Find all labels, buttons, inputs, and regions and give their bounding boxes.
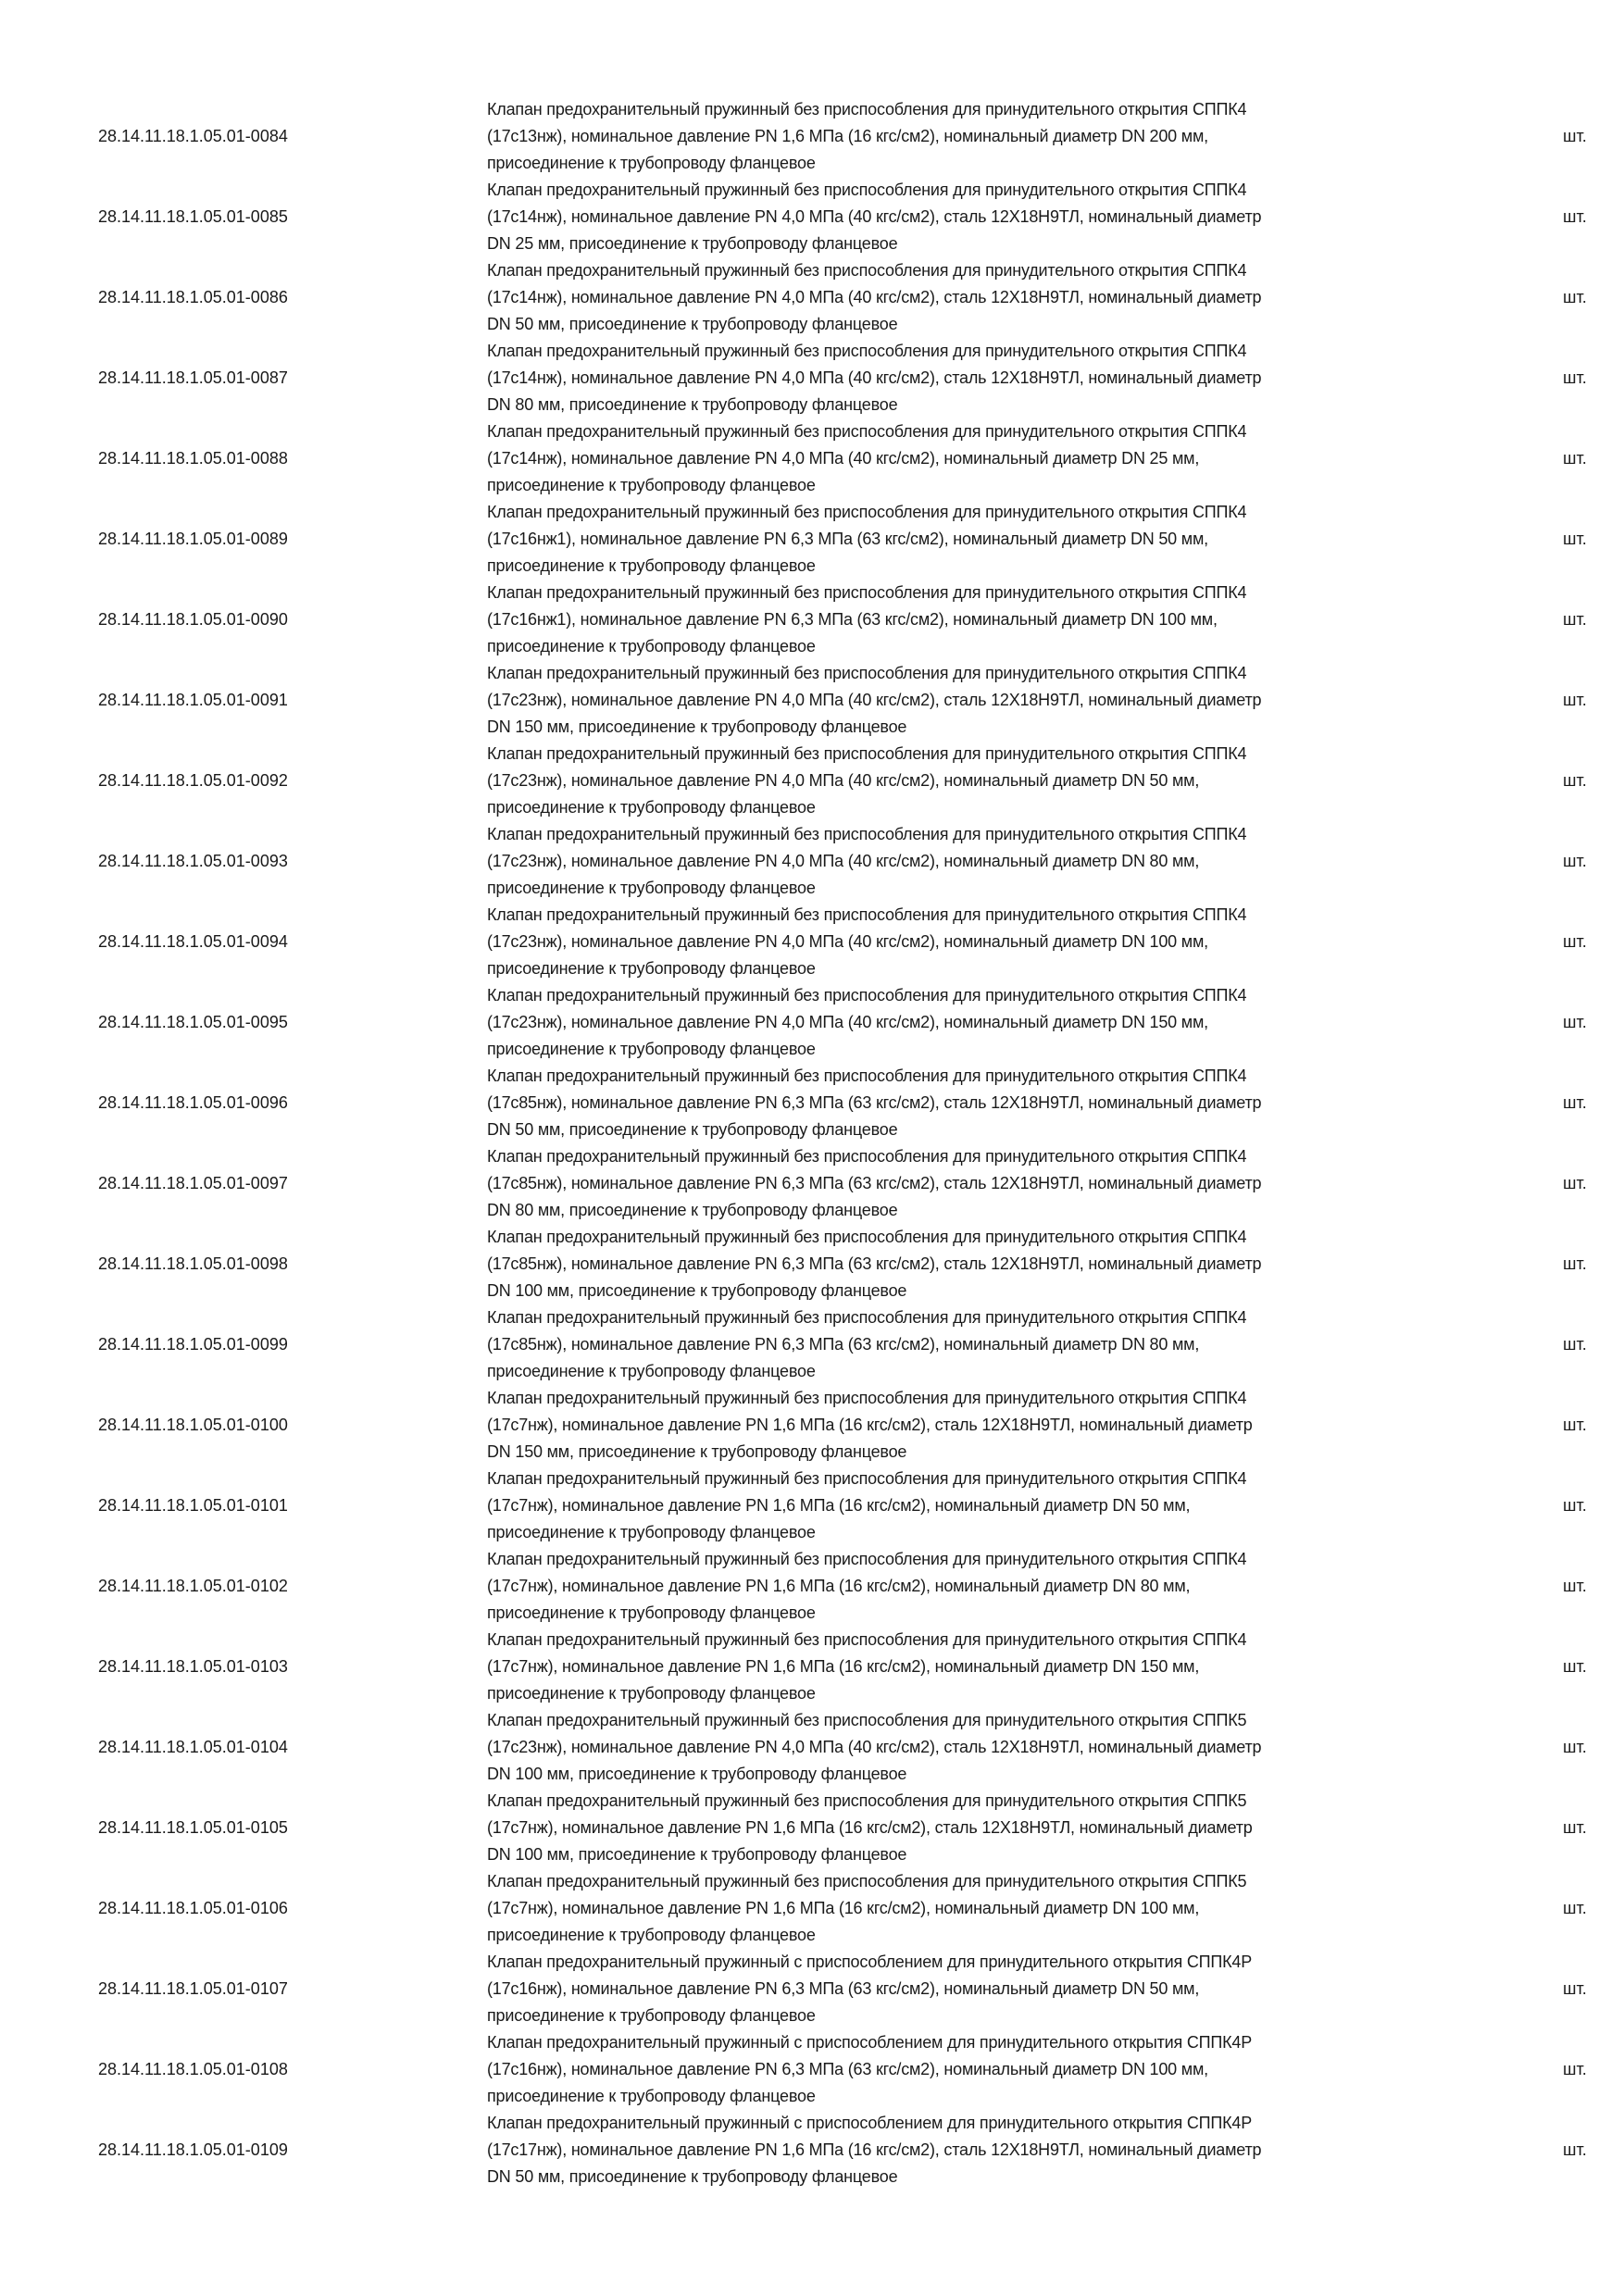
table-row xyxy=(0,1063,1624,1143)
resource-description xyxy=(487,821,1450,902)
description-line: Клапан предохранительный пружинный с приспособлением для принудительного открытия СППК4Р xyxy=(487,1953,1253,1971)
table-row xyxy=(0,499,1624,580)
unit-of-measure: шт. xyxy=(1563,207,1587,226)
table-row xyxy=(0,96,1624,177)
description-line: DN 100 мм, присоединение к трубопроводу фланцевое xyxy=(487,1281,907,1300)
description-line: (17с23нж), номинальное давление PN 4,0 МПа (40 кгс/см2), номинальный диаметр DN 100 мм, xyxy=(487,932,1208,951)
table-row xyxy=(0,982,1624,1063)
description-line: (17с16нж), номинальное давление PN 6,3 МПа (63 кгс/см2), номинальный диаметр DN 50 мм, xyxy=(487,1979,1200,1998)
resource-description xyxy=(487,1304,1450,1385)
table-row xyxy=(0,1466,1624,1546)
description-line: присоединение к трубопроводу фланцевое xyxy=(487,476,816,494)
description-line: присоединение к трубопроводу фланцевое xyxy=(487,798,816,817)
description-line: (17с7нж), номинальное давление PN 1,6 МПа (16 кгс/см2), номинальный диаметр DN 50 мм, xyxy=(487,1496,1191,1515)
description-line: присоединение к трубопроводу фланцевое xyxy=(487,2006,816,2025)
description-line: (17с14нж), номинальное давление PN 4,0 МПа (40 кгс/см2), сталь 12Х18Н9ТЛ, номинальный диаметр xyxy=(487,207,1262,226)
resource-code: 28.14.11.18.1.05.01-0106 xyxy=(98,1899,288,1917)
table-row xyxy=(0,2029,1624,2110)
description-line: присоединение к трубопроводу фланцевое xyxy=(487,1362,816,1380)
description-line: (17с85нж), номинальное давление PN 6,3 МПа (63 кгс/см2), сталь 12Х18Н9ТЛ, номинальный диаметр xyxy=(487,1093,1262,1112)
resource-code: 28.14.11.18.1.05.01-0093 xyxy=(98,852,288,870)
unit-of-measure: шт. xyxy=(1563,2060,1587,2078)
unit-of-measure: шт. xyxy=(1563,1657,1587,1676)
table-row xyxy=(0,1224,1624,1304)
description-line: Клапан предохранительный пружинный с приспособлением для принудительного открытия СППК4Р xyxy=(487,2114,1253,2132)
resource-description xyxy=(487,1949,1450,2029)
description-line: DN 25 мм, присоединение к трубопроводу фланцевое xyxy=(487,234,898,253)
description-line: (17с23нж), номинальное давление PN 4,0 МПа (40 кгс/см2), номинальный диаметр DN 150 мм, xyxy=(487,1013,1208,1031)
table-row xyxy=(0,660,1624,741)
description-line: (17с13нж), номинальное давление PN 1,6 МПа (16 кгс/см2), номинальный диаметр DN 200 мм, xyxy=(487,127,1208,145)
description-line: (17с7нж), номинальное давление PN 1,6 МПа (16 кгс/см2), номинальный диаметр DN 80 мм, xyxy=(487,1577,1191,1595)
resource-description xyxy=(487,418,1450,499)
resource-code: 28.14.11.18.1.05.01-0095 xyxy=(98,1013,288,1031)
description-line: присоединение к трубопроводу фланцевое xyxy=(487,959,816,978)
resource-description xyxy=(487,1063,1450,1143)
resource-code: 28.14.11.18.1.05.01-0097 xyxy=(98,1174,288,1192)
description-line: Клапан предохранительный пружинный без приспособления для принудительного открытия СППК4 xyxy=(487,1067,1247,1085)
unit-of-measure: шт. xyxy=(1563,1577,1587,1595)
unit-of-measure: шт. xyxy=(1563,530,1587,548)
description-line: (17с23нж), номинальное давление PN 4,0 МПа (40 кгс/см2), сталь 12Х18Н9ТЛ, номинальный диаметр xyxy=(487,691,1262,709)
resource-description xyxy=(487,499,1450,580)
description-line: присоединение к трубопроводу фланцевое xyxy=(487,637,816,655)
unit-of-measure: шт. xyxy=(1563,1254,1587,1273)
description-line: Клапан предохранительный пружинный без приспособления для принудительного открытия СППК5 xyxy=(487,1711,1247,1729)
unit-of-measure: шт. xyxy=(1563,1174,1587,1192)
resource-code: 28.14.11.18.1.05.01-0104 xyxy=(98,1738,288,1756)
description-line: Клапан предохранительный пружинный без приспособления для принудительного открытия СППК4 xyxy=(487,1550,1247,1568)
unit-of-measure: шт. xyxy=(1563,1899,1587,1917)
description-line: Клапан предохранительный пружинный без приспособления для принудительного открытия СППК5 xyxy=(487,1872,1247,1890)
resource-code: 28.14.11.18.1.05.01-0090 xyxy=(98,610,288,629)
resource-description xyxy=(487,741,1450,821)
description-line: присоединение к трубопроводу фланцевое xyxy=(487,556,816,575)
unit-of-measure: шт. xyxy=(1563,1416,1587,1434)
resource-code: 28.14.11.18.1.05.01-0101 xyxy=(98,1496,288,1515)
table-row xyxy=(0,177,1624,257)
description-line: присоединение к трубопроводу фланцевое xyxy=(487,154,816,172)
resource-description xyxy=(487,1546,1450,1627)
resource-description xyxy=(487,1707,1450,1788)
description-line: (17с85нж), номинальное давление PN 6,3 МПа (63 кгс/см2), сталь 12Х18Н9ТЛ, номинальный диаметр xyxy=(487,1254,1262,1273)
table-row xyxy=(0,1707,1624,1788)
table-row xyxy=(0,1385,1624,1466)
table-row xyxy=(0,338,1624,418)
unit-of-measure: шт. xyxy=(1563,932,1587,951)
description-line: Клапан предохранительный пружинный без приспособления для принудительного открытия СППК4 xyxy=(487,1389,1247,1407)
resource-description xyxy=(487,2110,1450,2190)
resource-description xyxy=(487,1627,1450,1707)
resource-code: 28.14.11.18.1.05.01-0094 xyxy=(98,932,288,951)
description-line: (17с17нж), номинальное давление PN 1,6 МПа (16 кгс/см2), сталь 12Х18Н9ТЛ, номинальный диаметр xyxy=(487,2140,1262,2159)
resource-code: 28.14.11.18.1.05.01-0088 xyxy=(98,449,288,468)
unit-of-measure: шт. xyxy=(1563,610,1587,629)
description-line: DN 50 мм, присоединение к трубопроводу фланцевое xyxy=(487,315,898,333)
unit-of-measure: шт. xyxy=(1563,449,1587,468)
description-line: (17с7нж), номинальное давление PN 1,6 МПа (16 кгс/см2), сталь 12Х18Н9ТЛ, номинальный диаметр xyxy=(487,1818,1253,1837)
table-row xyxy=(0,1304,1624,1385)
table-row xyxy=(0,821,1624,902)
unit-of-measure: шт. xyxy=(1563,2140,1587,2159)
table-row xyxy=(0,1788,1624,1868)
description-line: (17с7нж), номинальное давление PN 1,6 МПа (16 кгс/см2), сталь 12Х18Н9ТЛ, номинальный диаметр xyxy=(487,1416,1253,1434)
table-row xyxy=(0,1949,1624,2029)
resource-description xyxy=(487,1868,1450,1949)
description-line: Клапан предохранительный пружинный без приспособления для принудительного открытия СППК4 xyxy=(487,422,1247,441)
table-row xyxy=(0,580,1624,660)
resource-code: 28.14.11.18.1.05.01-0087 xyxy=(98,368,288,387)
description-line: DN 150 мм, присоединение к трубопроводу фланцевое xyxy=(487,1442,907,1461)
description-line: Клапан предохранительный пружинный без приспособления для принудительного открытия СППК4 xyxy=(487,744,1247,763)
description-line: Клапан предохранительный пружинный без приспособления для принудительного открытия СППК4 xyxy=(487,342,1247,360)
resource-code: 28.14.11.18.1.05.01-0105 xyxy=(98,1818,288,1837)
resource-description xyxy=(487,580,1450,660)
table-row xyxy=(0,2110,1624,2190)
description-line: (17с14нж), номинальное давление PN 4,0 МПа (40 кгс/см2), сталь 12Х18Н9ТЛ, номинальный диаметр xyxy=(487,288,1262,306)
description-line: Клапан предохранительный пружинный без приспособления для принудительного открытия СППК4 xyxy=(487,1469,1247,1488)
description-line: (17с23нж), номинальное давление PN 4,0 МПа (40 кгс/см2), сталь 12Х18Н9ТЛ, номинальный диаметр xyxy=(487,1738,1262,1756)
description-line: (17с85нж), номинальное давление PN 6,3 МПа (63 кгс/см2), номинальный диаметр DN 80 мм, xyxy=(487,1335,1200,1354)
resource-code: 28.14.11.18.1.05.01-0102 xyxy=(98,1577,288,1595)
resource-code: 28.14.11.18.1.05.01-0109 xyxy=(98,2140,288,2159)
description-line: присоединение к трубопроводу фланцевое xyxy=(487,1684,816,1703)
resource-code: 28.14.11.18.1.05.01-0099 xyxy=(98,1335,288,1354)
unit-of-measure: шт. xyxy=(1563,1093,1587,1112)
description-line: присоединение к трубопроводу фланцевое xyxy=(487,879,816,897)
resource-code: 28.14.11.18.1.05.01-0085 xyxy=(98,207,288,226)
description-line: DN 80 мм, присоединение к трубопроводу фланцевое xyxy=(487,395,898,414)
description-line: присоединение к трубопроводу фланцевое xyxy=(487,1926,816,1944)
table-row xyxy=(0,1868,1624,1949)
resource-description xyxy=(487,1143,1450,1224)
table-row xyxy=(0,257,1624,338)
resource-code: 28.14.11.18.1.05.01-0108 xyxy=(98,2060,288,2078)
description-line: DN 150 мм, присоединение к трубопроводу фланцевое xyxy=(487,718,907,736)
description-line: присоединение к трубопроводу фланцевое xyxy=(487,1603,816,1622)
description-line: DN 100 мм, присоединение к трубопроводу фланцевое xyxy=(487,1845,907,1864)
description-line: Клапан предохранительный пружинный без приспособления для принудительного открытия СППК4 xyxy=(487,1228,1247,1246)
table-row xyxy=(0,1143,1624,1224)
resource-code: 28.14.11.18.1.05.01-0089 xyxy=(98,530,288,548)
resource-code: 28.14.11.18.1.05.01-0092 xyxy=(98,771,288,790)
description-line: (17с23нж), номинальное давление PN 4,0 МПа (40 кгс/см2), номинальный диаметр DN 50 мм, xyxy=(487,771,1200,790)
price-list-table xyxy=(0,96,1624,2190)
unit-of-measure: шт. xyxy=(1563,1496,1587,1515)
unit-of-measure: шт. xyxy=(1563,127,1587,145)
description-line: присоединение к трубопроводу фланцевое xyxy=(487,1523,816,1541)
description-line: Клапан предохранительный пружинный без приспособления для принудительного открытия СППК4 xyxy=(487,1630,1247,1649)
unit-of-measure: шт. xyxy=(1563,771,1587,790)
unit-of-measure: шт. xyxy=(1563,1979,1587,1998)
description-line: (17с16нж), номинальное давление PN 6,3 МПа (63 кгс/см2), номинальный диаметр DN 100 мм, xyxy=(487,2060,1208,2078)
resource-description xyxy=(487,1788,1450,1868)
description-line: (17с23нж), номинальное давление PN 4,0 МПа (40 кгс/см2), номинальный диаметр DN 80 мм, xyxy=(487,852,1200,870)
table-row xyxy=(0,902,1624,982)
resource-code: 28.14.11.18.1.05.01-0084 xyxy=(98,127,288,145)
unit-of-measure: шт. xyxy=(1563,1013,1587,1031)
resource-code: 28.14.11.18.1.05.01-0103 xyxy=(98,1657,288,1676)
description-line: (17с7нж), номинальное давление PN 1,6 МПа (16 кгс/см2), номинальный диаметр DN 150 мм, xyxy=(487,1657,1200,1676)
description-line: Клапан предохранительный пружинный без приспособления для принудительного открытия СППК4 xyxy=(487,261,1247,280)
resource-description xyxy=(487,96,1450,177)
resource-description xyxy=(487,1224,1450,1304)
description-line: Клапан предохранительный пружинный с приспособлением для принудительного открытия СППК4Р xyxy=(487,2033,1253,2052)
resource-description xyxy=(487,177,1450,257)
resource-description xyxy=(487,660,1450,741)
resource-description xyxy=(487,982,1450,1063)
resource-code: 28.14.11.18.1.05.01-0091 xyxy=(98,691,288,709)
resource-description xyxy=(487,338,1450,418)
resource-description xyxy=(487,1385,1450,1466)
unit-of-measure: шт. xyxy=(1563,1335,1587,1354)
resource-code: 28.14.11.18.1.05.01-0107 xyxy=(98,1979,288,1998)
description-line: присоединение к трубопроводу фланцевое xyxy=(487,2087,816,2105)
table-row xyxy=(0,1627,1624,1707)
description-line: DN 50 мм, присоединение к трубопроводу фланцевое xyxy=(487,1120,898,1139)
resource-description xyxy=(487,1466,1450,1546)
resource-description xyxy=(487,257,1450,338)
table-row xyxy=(0,418,1624,499)
description-line: (17с85нж), номинальное давление PN 6,3 МПа (63 кгс/см2), сталь 12Х18Н9ТЛ, номинальный диаметр xyxy=(487,1174,1262,1192)
table-row xyxy=(0,741,1624,821)
description-line: присоединение к трубопроводу фланцевое xyxy=(487,1040,816,1058)
description-line: Клапан предохранительный пружинный без приспособления для принудительного открытия СППК4 xyxy=(487,905,1247,924)
description-line: (17с14нж), номинальное давление PN 4,0 МПа (40 кгс/см2), сталь 12Х18Н9ТЛ, номинальный диаметр xyxy=(487,368,1262,387)
description-line: Клапан предохранительный пружинный без приспособления для принудительного открытия СППК5 xyxy=(487,1791,1247,1810)
description-line: Клапан предохранительный пружинный без приспособления для принудительного открытия СППК4 xyxy=(487,503,1247,521)
description-line: Клапан предохранительный пружинный без приспособления для принудительного открытия СППК4 xyxy=(487,664,1247,682)
description-line: Клапан предохранительный пружинный без приспособления для принудительного открытия СППК4 xyxy=(487,1147,1247,1166)
description-line: DN 50 мм, присоединение к трубопроводу фланцевое xyxy=(487,2167,898,2186)
unit-of-measure: шт. xyxy=(1563,852,1587,870)
description-line: DN 80 мм, присоединение к трубопроводу фланцевое xyxy=(487,1201,898,1219)
unit-of-measure: шт. xyxy=(1563,1738,1587,1756)
unit-of-measure: шт. xyxy=(1563,288,1587,306)
description-line: (17с14нж), номинальное давление PN 4,0 МПа (40 кгс/см2), номинальный диаметр DN 25 мм, xyxy=(487,449,1200,468)
description-line: Клапан предохранительный пружинный без приспособления для принудительного открытия СППК4 xyxy=(487,1308,1247,1327)
resource-description xyxy=(487,902,1450,982)
description-line: Клапан предохранительный пружинный без приспособления для принудительного открытия СППК4 xyxy=(487,181,1247,199)
unit-of-measure: шт. xyxy=(1563,368,1587,387)
description-line: Клапан предохранительный пружинный без приспособления для принудительного открытия СППК4 xyxy=(487,825,1247,843)
resource-code: 28.14.11.18.1.05.01-0086 xyxy=(98,288,288,306)
table-row xyxy=(0,1546,1624,1627)
description-line: (17с16нж1), номинальное давление PN 6,3 МПа (63 кгс/см2), номинальный диаметр DN 50 мм, xyxy=(487,530,1208,548)
description-line: (17с16нж1), номинальное давление PN 6,3 МПа (63 кгс/см2), номинальный диаметр DN 100 мм, xyxy=(487,610,1218,629)
unit-of-measure: шт. xyxy=(1563,691,1587,709)
description-line: Клапан предохранительный пружинный без приспособления для принудительного открытия СППК4 xyxy=(487,986,1247,1004)
unit-of-measure: шт. xyxy=(1563,1818,1587,1837)
description-line: Клапан предохранительный пружинный без приспособления для принудительного открытия СППК4 xyxy=(487,100,1247,119)
resource-description xyxy=(487,2029,1450,2110)
resource-code: 28.14.11.18.1.05.01-0098 xyxy=(98,1254,288,1273)
resource-code: 28.14.11.18.1.05.01-0096 xyxy=(98,1093,288,1112)
description-line: Клапан предохранительный пружинный без приспособления для принудительного открытия СППК4 xyxy=(487,583,1247,602)
resource-code: 28.14.11.18.1.05.01-0100 xyxy=(98,1416,288,1434)
description-line: DN 100 мм, присоединение к трубопроводу фланцевое xyxy=(487,1765,907,1783)
description-line: (17с7нж), номинальное давление PN 1,6 МПа (16 кгс/см2), номинальный диаметр DN 100 мм, xyxy=(487,1899,1200,1917)
